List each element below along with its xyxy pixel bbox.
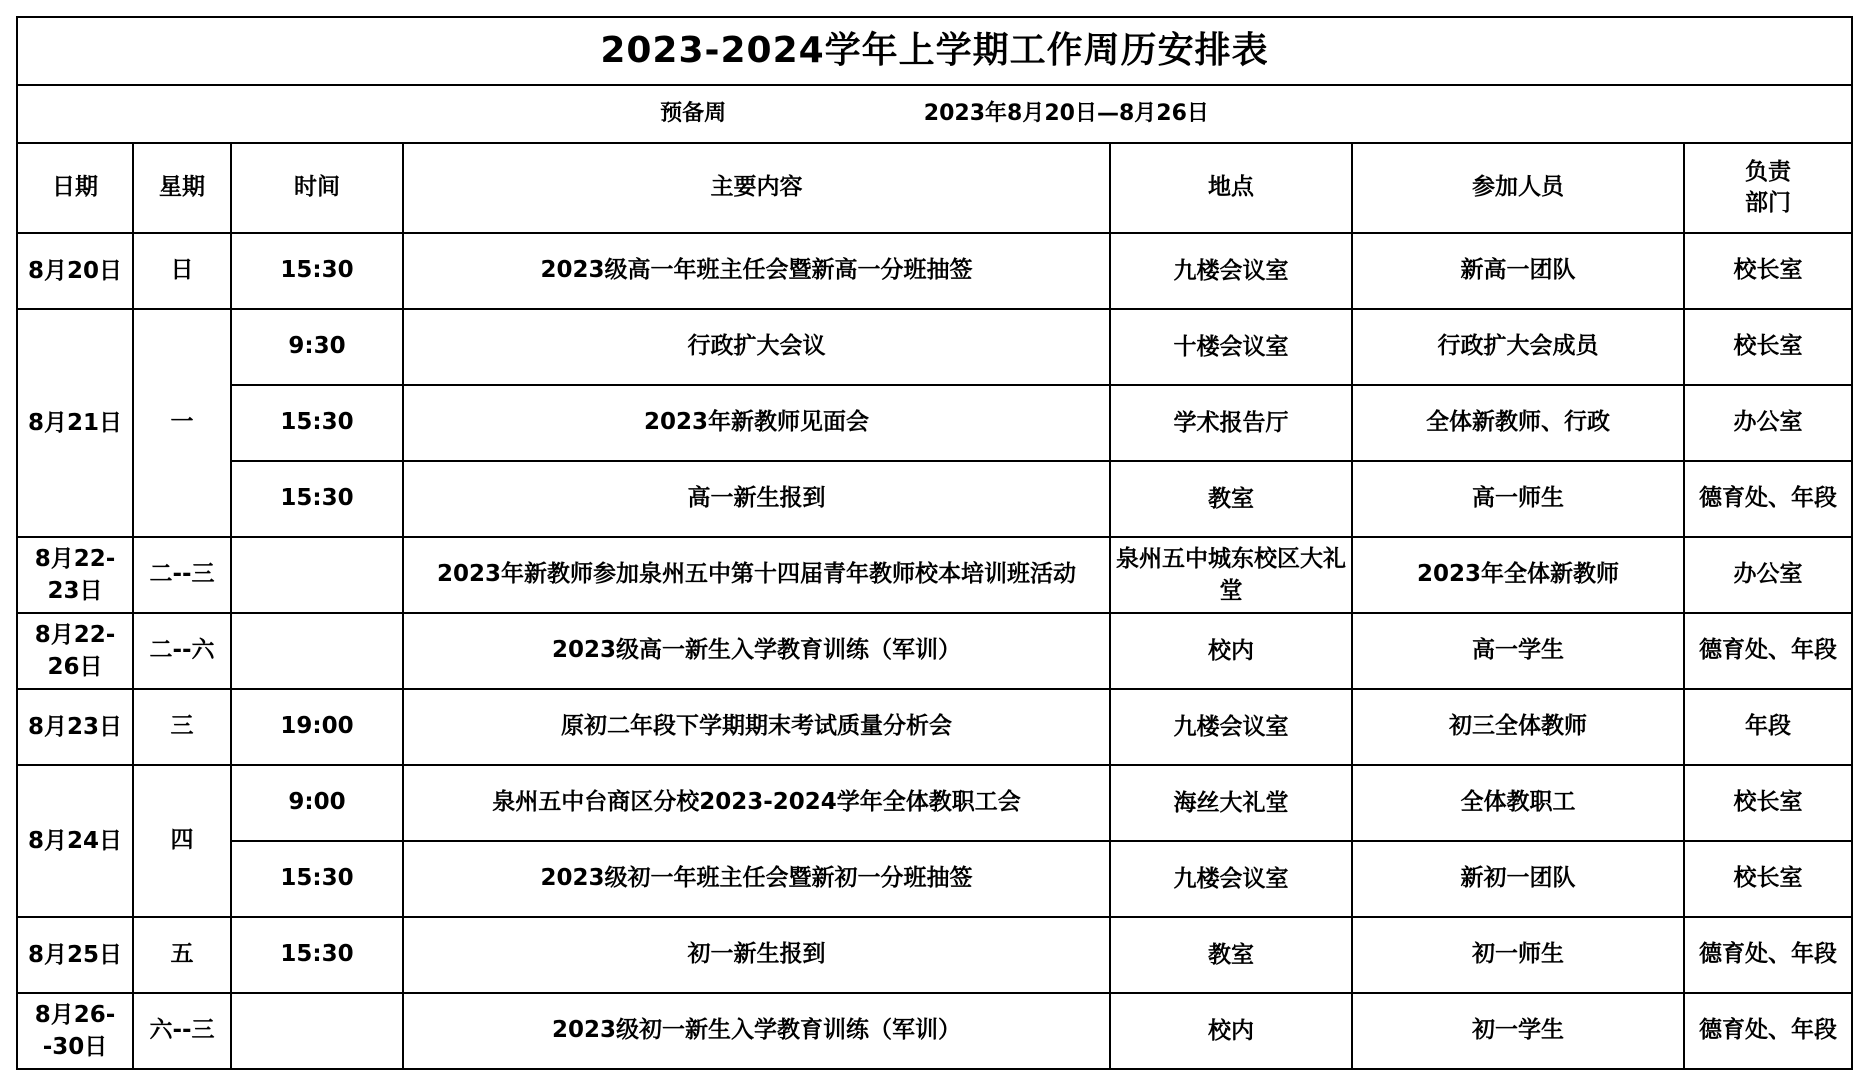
table-row	[17, 461, 1852, 537]
cell-content: 2023级初一年班主任会暨新初一分班抽签	[403, 841, 1110, 917]
cell-participants: 行政扩大会成员	[1352, 309, 1684, 385]
header-participants: 参加人员	[1352, 143, 1684, 233]
week-info	[17, 85, 1852, 143]
cell-place: 教室	[1110, 461, 1352, 537]
table-row	[17, 917, 1852, 993]
cell-participants: 全体教职工	[1352, 765, 1684, 841]
table-row	[17, 993, 1852, 1069]
cell-participants: 新初一团队	[1352, 841, 1684, 917]
week-range: 2023年8月20日—8月26日	[923, 101, 1209, 127]
table-row	[17, 841, 1852, 917]
cell-department: 办公室	[1684, 537, 1852, 613]
cell-weekday: 二--六	[133, 613, 231, 689]
header-department-line2: 部门	[1745, 190, 1791, 216]
cell-content: 2023级初一新生入学教育训练（军训）	[403, 993, 1110, 1069]
cell-participants: 高一学生	[1352, 613, 1684, 689]
table-row	[17, 233, 1852, 309]
cell-time	[231, 993, 403, 1069]
cell-content: 2023级高一新生入学教育训练（军训）	[403, 613, 1110, 689]
cell-time	[231, 537, 403, 613]
cell-time: 15:30	[231, 917, 403, 993]
cell-place: 教室	[1110, 917, 1352, 993]
cell-department: 办公室	[1684, 385, 1852, 461]
cell-time: 15:30	[231, 841, 403, 917]
schedule-table	[16, 16, 1853, 1070]
cell-content: 原初二年段下学期期末考试质量分析会	[403, 689, 1110, 765]
table-row	[17, 309, 1852, 385]
cell-content: 高一新生报到	[403, 461, 1110, 537]
cell-participants: 初三全体教师	[1352, 689, 1684, 765]
cell-department: 德育处、年段	[1684, 993, 1852, 1069]
cell-content: 2023年新教师参加泉州五中第十四届青年教师校本培训班活动	[403, 537, 1110, 613]
table-row	[17, 537, 1852, 613]
cell-time: 15:30	[231, 461, 403, 537]
cell-place: 九楼会议室	[1110, 233, 1352, 309]
header-time: 时间	[231, 143, 403, 233]
cell-place: 校内	[1110, 993, 1352, 1069]
cell-weekday: 四	[133, 765, 231, 917]
table-row	[17, 385, 1852, 461]
table-row	[17, 689, 1852, 765]
cell-place: 海丝大礼堂	[1110, 765, 1352, 841]
cell-participants: 初一学生	[1352, 993, 1684, 1069]
cell-participants: 新高一团队	[1352, 233, 1684, 309]
cell-participants: 初一师生	[1352, 917, 1684, 993]
cell-weekday: 日	[133, 233, 231, 309]
header-date: 日期	[17, 143, 133, 233]
header-place: 地点	[1110, 143, 1352, 233]
schedule-sheet	[16, 16, 1851, 1070]
schedule-body	[17, 233, 1852, 1069]
header-content: 主要内容	[403, 143, 1110, 233]
cell-department: 校长室	[1684, 765, 1852, 841]
cell-content: 行政扩大会议	[403, 309, 1110, 385]
cell-content: 2023级高一年班主任会暨新高一分班抽签	[403, 233, 1110, 309]
cell-place: 九楼会议室	[1110, 841, 1352, 917]
cell-weekday: 一	[133, 309, 231, 537]
header-row	[17, 143, 1852, 233]
cell-place: 九楼会议室	[1110, 689, 1352, 765]
page-title: 2023-2024学年上学期工作周历安排表	[17, 17, 1852, 85]
cell-content: 泉州五中台商区分校2023-2024学年全体教职工会	[403, 765, 1110, 841]
cell-content: 2023年新教师见面会	[403, 385, 1110, 461]
cell-date: 8月26--30日	[17, 993, 133, 1069]
cell-department: 德育处、年段	[1684, 917, 1852, 993]
header-department-line1: 负责	[1745, 158, 1791, 185]
cell-participants: 高一师生	[1352, 461, 1684, 537]
cell-department: 校长室	[1684, 309, 1852, 385]
cell-participants: 2023年全体新教师	[1352, 537, 1684, 613]
cell-department: 校长室	[1684, 841, 1852, 917]
title-row	[17, 17, 1852, 85]
table-row	[17, 613, 1852, 689]
week-row	[17, 85, 1852, 143]
cell-weekday: 六--三	[133, 993, 231, 1069]
cell-department: 校长室	[1684, 233, 1852, 309]
table-row	[17, 765, 1852, 841]
week-label: 预备周	[660, 101, 727, 127]
cell-date: 8月24日	[17, 765, 133, 917]
cell-time: 9:30	[231, 309, 403, 385]
cell-weekday: 二--三	[133, 537, 231, 613]
header-department	[1684, 143, 1852, 233]
cell-date: 8月20日	[17, 233, 133, 309]
cell-time: 15:30	[231, 385, 403, 461]
cell-place: 泉州五中城东校区大礼堂	[1110, 537, 1352, 613]
cell-department: 德育处、年段	[1684, 613, 1852, 689]
cell-weekday: 三	[133, 689, 231, 765]
header-weekday: 星期	[133, 143, 231, 233]
cell-department: 年段	[1684, 689, 1852, 765]
cell-participants: 全体新教师、行政	[1352, 385, 1684, 461]
cell-date: 8月23日	[17, 689, 133, 765]
cell-date: 8月25日	[17, 917, 133, 993]
cell-date: 8月22-26日	[17, 613, 133, 689]
cell-time	[231, 613, 403, 689]
cell-date: 8月21日	[17, 309, 133, 537]
cell-place: 学术报告厅	[1110, 385, 1352, 461]
cell-weekday: 五	[133, 917, 231, 993]
cell-time: 19:00	[231, 689, 403, 765]
cell-time: 9:00	[231, 765, 403, 841]
cell-date: 8月22-23日	[17, 537, 133, 613]
cell-content: 初一新生报到	[403, 917, 1110, 993]
cell-time: 15:30	[231, 233, 403, 309]
cell-place: 校内	[1110, 613, 1352, 689]
cell-department: 德育处、年段	[1684, 461, 1852, 537]
cell-place: 十楼会议室	[1110, 309, 1352, 385]
